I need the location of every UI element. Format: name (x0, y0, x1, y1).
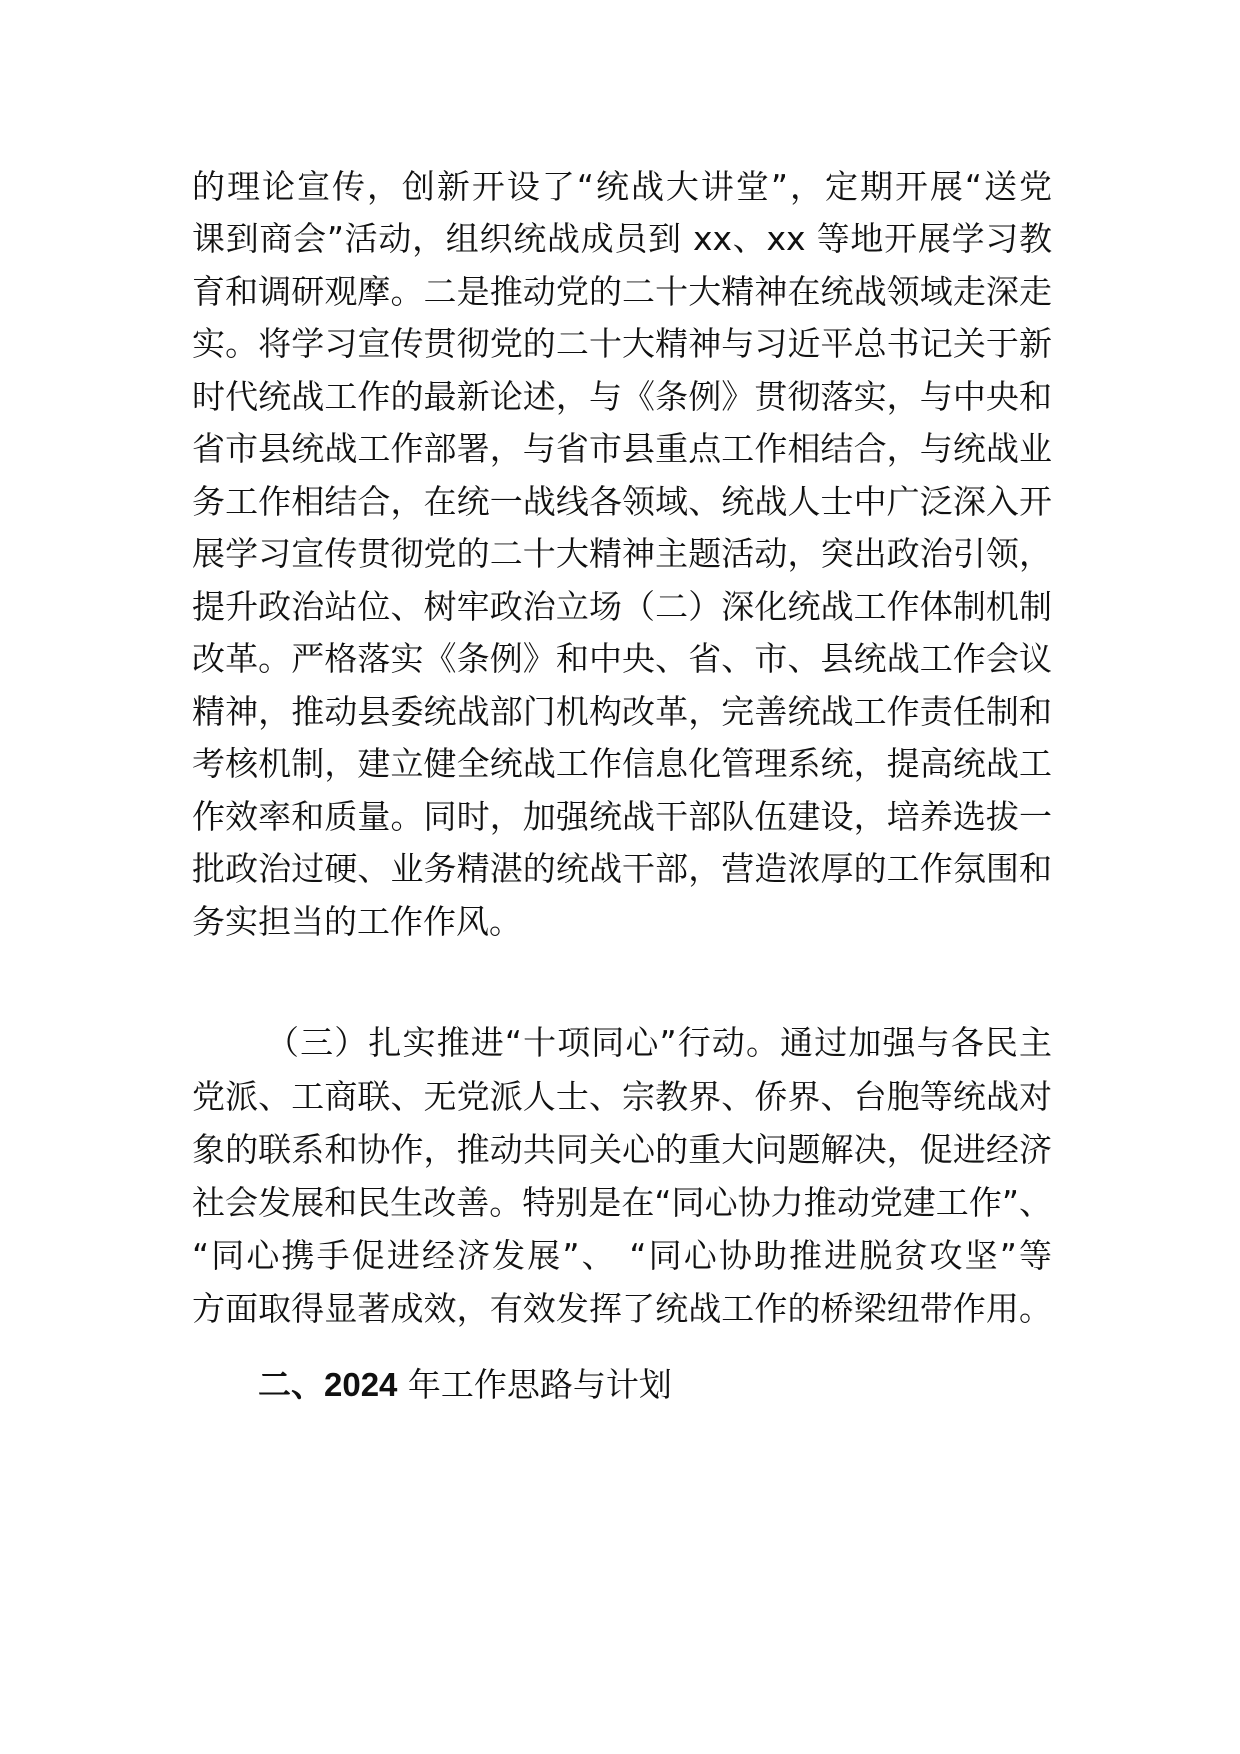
text-line: 精神，推动县委统战部门机构改革，完善统战工作责任制和 (192, 692, 1052, 731)
text-line: 的理论宣传，创新开设了“统战大讲堂”，定期开展“送党 (192, 167, 1052, 206)
text-line: 务实担当的工作作风。 (192, 902, 522, 941)
text-line: （三）扎实推进“十项同心”行动。通过加强与各民主 (266, 1023, 1052, 1062)
text-line: 方面取得显著成效，有效发挥了统战工作的桥梁纽带作用。 (192, 1289, 1052, 1328)
text-line: 批政治过硬、业务精湛的统战干部，营造浓厚的工作氛围和 (192, 849, 1052, 888)
text-line: 改革。严格落实《条例》和中央、省、市、县统战工作会议 (192, 639, 1052, 678)
text-line: 考核机制，建立健全统战工作信息化管理系统，提高统战工 (192, 744, 1052, 783)
heading-year: 2024 (324, 1366, 398, 1403)
heading-prefix: 二、 (258, 1365, 324, 1404)
text-line: 育和调研观摩。二是推动党的二十大精神在统战领域走深走 (192, 272, 1052, 311)
text-line: 时代统战工作的最新论述，与《条例》贯彻落实，与中央和 (192, 377, 1052, 416)
heading-title: 年工作思路与计划 (397, 1365, 672, 1404)
text-line: 课到商会”活动，组织统战成员到 xx、xx 等地开展学习教 (192, 219, 1052, 258)
text-line: 社会发展和民生改善。特别是在“同心协力推动党建工作”、 (192, 1183, 1052, 1222)
text-line: 作效率和质量。同时，加强统战干部队伍建设，培养选拔一 (192, 797, 1052, 836)
text-line: 省市县统战工作部署，与省市县重点工作相结合，与统战业 (192, 429, 1052, 468)
text-line: 象的联系和协作，推动共同关心的重大问题解决，促进经济 (192, 1130, 1052, 1169)
text-line: 提升政治站位、树牢政治立场（二）深化统战工作体制机制 (192, 587, 1052, 626)
section-heading (258, 1362, 672, 1408)
text-line: 实。将学习宣传贯彻党的二十大精神与习近平总书记关于新 (192, 324, 1052, 363)
text-line: 展学习宣传贯彻党的二十大精神主题活动，突出政治引领， (192, 534, 1052, 573)
text-line: 党派、工商联、无党派人士、宗教界、侨界、台胞等统战对 (192, 1077, 1052, 1116)
text-line: 务工作相结合，在统一战线各领域、统战人士中广泛深入开 (192, 482, 1052, 521)
text-line: “同心携手促进经济发展”、 “同心协助推进脱贫攻坚”等 (192, 1236, 1052, 1275)
